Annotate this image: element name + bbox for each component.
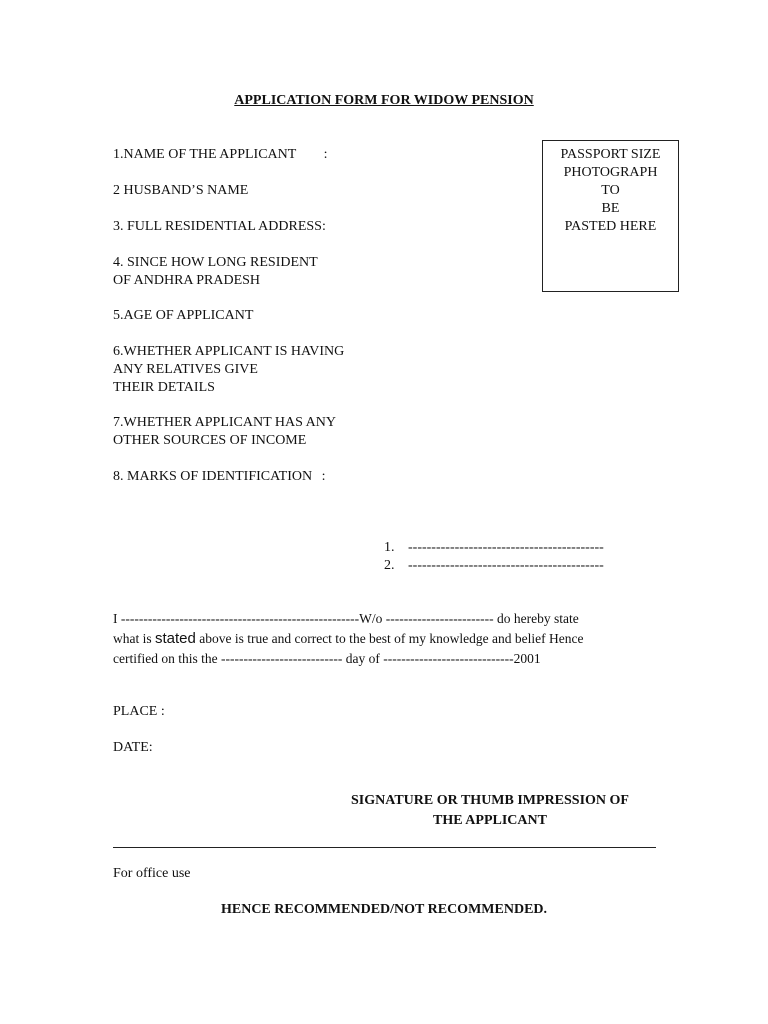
question-7-line: OTHER SOURCES OF INCOME [113,433,307,448]
question-4-line: 4. SINCE HOW LONG RESIDENT [113,255,318,270]
question-1-label: 1.NAME OF THE APPLICANT [113,147,297,162]
declaration-paragraph [113,609,673,669]
declaration-text: what is [113,631,155,646]
photo-box-line: PASTED HERE [564,219,657,234]
question-2 [113,182,248,200]
declaration-line [113,629,673,649]
office-use-label: For office use [113,866,191,881]
date-label-text: DATE: [113,740,153,755]
question-4-line: OF ANDHRA PRADESH [113,273,261,288]
photo-box-line: BE [601,201,620,216]
question-5-label: 5.AGE OF APPLICANT [113,308,254,323]
identification-blank: ------------------------------------------ [408,540,604,555]
declaration-line: I -----------------------------------------------------W/o ------------------------ do hereby state [113,611,579,626]
question-7-line: 7.WHETHER APPLICANT HAS ANY [113,415,336,430]
place-label-text: PLACE : [113,704,165,719]
identification-blank: ------------------------------------------ [408,558,604,573]
recommendation-line: HENCE RECOMMENDED/NOT RECOMMENDED. [220,902,548,917]
identification-mark-1 [384,540,604,556]
question-8-colon: : [321,469,326,484]
question-6 [113,343,344,397]
question-5 [113,307,253,325]
signature-line: THE APPLICANT [433,813,547,828]
question-3 [113,218,326,236]
question-8 [113,468,326,486]
question-2-label: 2 HUSBAND’S NAME [113,183,249,198]
question-1-colon: : [323,147,328,162]
declaration-line: certified on this the --------------------------- day of -----------------------------2001 [113,651,541,666]
question-4 [113,254,318,290]
identification-mark-2 [384,558,604,574]
photo-box-line: TO [601,183,620,198]
question-6-line: ANY RELATIVES GIVE [113,362,258,377]
question-6-line: THEIR DETAILS [113,380,215,395]
place-label [113,703,165,721]
form-title: APPLICATION FORM FOR WIDOW PENSION [234,93,534,108]
signature-caption [330,791,650,831]
identification-number: 2. [384,558,395,573]
question-1 [113,146,327,164]
question-6-line: 6.WHETHER APPLICANT IS HAVING [113,344,345,359]
declaration-stated: stated [155,630,196,647]
photo-box-line: PASSPORT SIZE [560,147,661,162]
question-7 [113,414,336,450]
declaration-text: above is true and correct to the best of my knowledge and belief Hence [195,631,584,646]
signature-line: SIGNATURE OR THUMB IMPRESSION OF [351,793,629,808]
identification-number: 1. [384,540,395,555]
photo-placeholder-box [542,140,679,292]
section-divider [113,847,656,848]
date-label [113,739,153,757]
photo-box-line: PHOTOGRAPH [563,165,658,180]
question-3-label: 3. FULL RESIDENTIAL ADDRESS: [113,219,326,234]
question-8-label: 8. MARKS OF IDENTIFICATION [113,469,313,484]
